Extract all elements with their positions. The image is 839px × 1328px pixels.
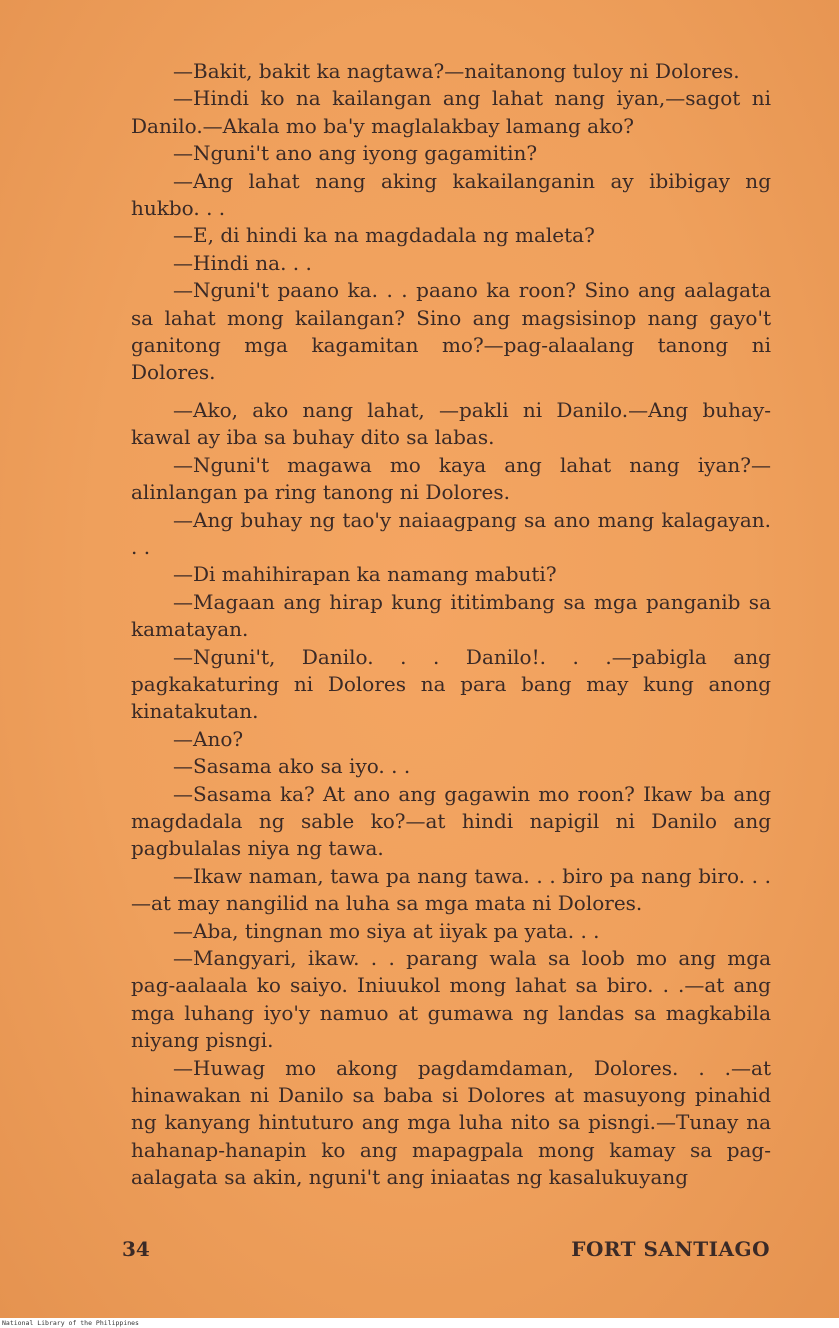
paragraph: —Ang buhay ng tao'y naiaagpang sa ano mang kalagayan. . . bbox=[131, 507, 771, 559]
paragraph: —Huwag mo akong pagdamdaman, Dolores. . .—at hinawakan ni Danilo sa baba si Dolores at masuyong pinahid ng kanyang hintuturo ang mga luha nito sa pisngi.—Tunay na hahanap-hanapin ko ang mapagpala mong kamay sa pag-aalagata sa akin, nguni't ang iniaatas ng kasalukuyang bbox=[131, 1055, 771, 1190]
scan-credit: National Library of the Philippines bbox=[2, 1319, 139, 1327]
page-footer bbox=[122, 1237, 770, 1267]
paragraph: —Ako, ako nang lahat, —pakli ni Danilo.—Ang buhay-kawal ay iba sa buhay dito sa labas. bbox=[131, 397, 771, 450]
paragraph: —Mangyari, ikaw. . . parang wala sa loob mo ang mga pag-aalaala ko saiyo. Iniuukol mong lahat sa biro. . .—at ang mga luhang iyo'y namuo at gumawa ng landas sa magkabila niyang pisngi. bbox=[131, 946, 771, 1053]
body-text bbox=[131, 58, 771, 1192]
paragraph: —Sasama ka? At ano ang gagawin mo roon? Ikaw ba ang magdadala ng sable ko?—at hindi napigil ni Danilo ang pagbulalas niya ng tawa. bbox=[131, 781, 771, 861]
paragraph: —Nguni't magawa mo kaya ang lahat nang iyan?—alinlangan pa ring tanong ni Dolores. bbox=[131, 452, 771, 505]
paragraph: —Aba, tingnan mo siya at iiyak pa yata. . . bbox=[173, 918, 600, 943]
page-number: 34 bbox=[122, 1237, 150, 1261]
paragraph: —Nguni't ano ang iyong gagamitin? bbox=[173, 141, 538, 166]
paragraph: —Magaan ang hirap kung ititimbang sa mga panganib sa kamatayan. bbox=[131, 589, 771, 642]
paragraph: —Ano? bbox=[173, 726, 244, 751]
paragraph: —Bakit, bakit ka nagtawa?—naitanong tuloy ni Dolores. bbox=[173, 59, 740, 83]
running-title: FORT SANTIAGO bbox=[571, 1237, 770, 1261]
paragraph: —E, di hindi ka na magdadala ng maleta? bbox=[173, 223, 595, 248]
paragraph: —Ikaw naman, tawa pa nang tawa. . . biro pa nang biro. . .—at may nangilid na luha sa mga mata ni Dolores. bbox=[131, 863, 771, 916]
paragraph: —Nguni't paano ka. . . paano ka roon? Sino ang aalagata sa lahat mong kailangan? Sino ang magsisinop nang gayo't ganitong mga kagamitan mo?—pag-alaalang tanong ni Dolores. bbox=[131, 278, 771, 385]
paragraph: —Hindi na. . . bbox=[173, 250, 312, 275]
paragraph: —Nguni't, Danilo. . . Danilo!. . .—pabigla ang pagkakaturing ni Dolores na para bang may kung anong kinatakutan. bbox=[131, 644, 771, 724]
paragraph: —Ang lahat nang aking kakailanganin ay ibibigay ng hukbo. . . bbox=[131, 168, 771, 221]
paragraph: —Di mahihirapan ka namang mabuti? bbox=[173, 562, 557, 587]
paragraph: —Hindi ko na kailangan ang lahat nang iyan,—sagot ni Danilo.—Akala mo ba'y maglalakbay lamang ako? bbox=[131, 86, 771, 138]
paragraph: —Sasama ako sa iyo. . . bbox=[173, 754, 411, 779]
